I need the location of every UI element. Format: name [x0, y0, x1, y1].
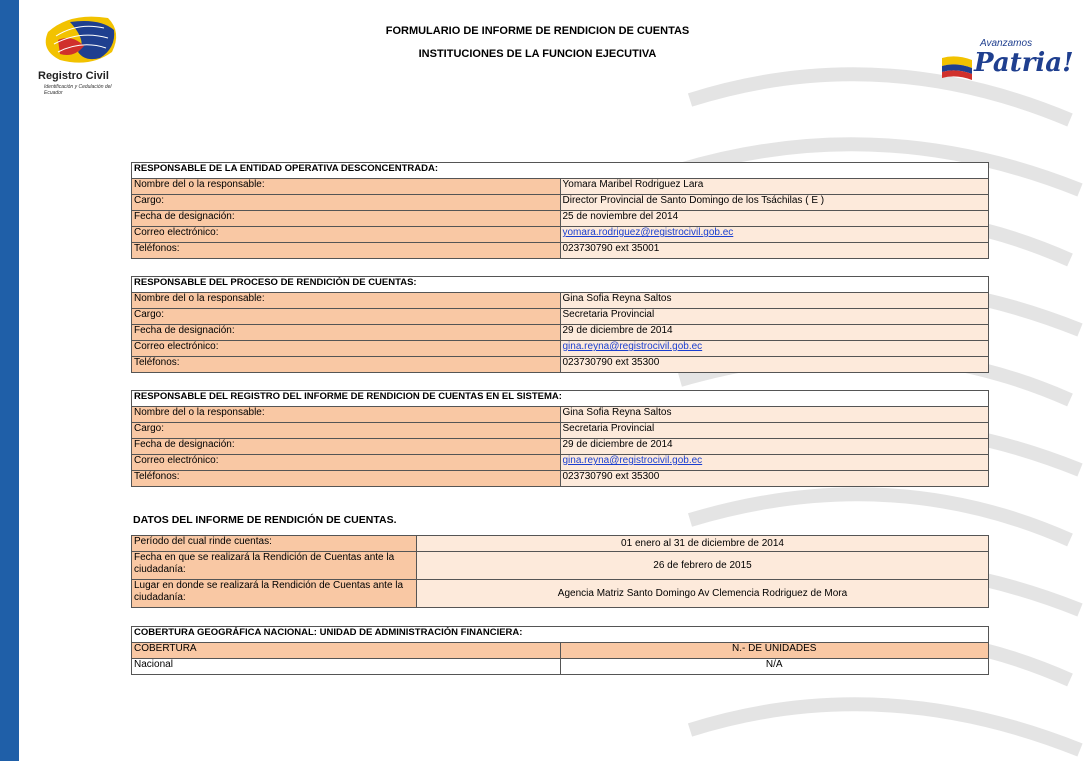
patria-wordmark: Patria!: [974, 48, 1074, 78]
row-value: Agencia Matriz Santo Domingo Av Clemencia Rodriguez de Mora: [417, 580, 989, 608]
row-label: Correo electrónico:: [132, 341, 561, 357]
row-value: 01 enero al 31 de diciembre de 2014: [417, 536, 989, 552]
logo-name: Registro Civil: [38, 70, 109, 82]
row-label: Teléfonos:: [132, 471, 561, 487]
column-header: COBERTURA: [132, 643, 561, 659]
row-label: Fecha de designación:: [132, 211, 561, 227]
row-value: Secretaria Provincial: [560, 423, 989, 439]
email-link[interactable]: gina.reyna@registrocivil.gob.ec: [562, 341, 703, 352]
table-row: [132, 423, 989, 439]
table-row: [132, 211, 989, 227]
entity-responsible-table: [131, 162, 989, 259]
row-label: Cargo:: [132, 309, 561, 325]
table-row: [132, 580, 989, 608]
table-row: [132, 243, 989, 259]
row-value: 023730790 ext 35001: [560, 243, 989, 259]
column-header: N.- DE UNIDADES: [560, 643, 989, 659]
report-data-table: [131, 535, 989, 608]
table-row: [132, 341, 989, 357]
row-value: N/A: [560, 659, 989, 675]
section-heading: RESPONSABLE DEL PROCESO DE RENDICIÓN DE CUENTAS:: [132, 277, 989, 293]
section-heading: RESPONSABLE DEL REGISTRO DEL INFORME DE RENDICION DE CUENTAS EN EL SISTEMA:: [132, 391, 989, 407]
form-title: FORMULARIO DE INFORME DE RENDICION DE CUENTAS: [385, 25, 690, 37]
email-link[interactable]: gina.reyna@registrocivil.gob.ec: [562, 455, 703, 466]
table-row: [132, 439, 989, 455]
patria-logo: [940, 36, 1074, 86]
row-label: Nombre del o la responsable:: [132, 407, 561, 423]
table-row: [132, 455, 989, 471]
row-value: 29 de diciembre de 2014: [560, 325, 989, 341]
table-row: [132, 357, 989, 373]
row-label: Nombre del o la responsable:: [132, 293, 561, 309]
table-row: [132, 552, 989, 580]
table-header-row: [132, 643, 989, 659]
table-row: [132, 293, 989, 309]
row-label: Nacional: [132, 659, 561, 675]
table-row: [132, 659, 989, 675]
table-row: [132, 309, 989, 325]
patria-tagline: Avanzamos: [980, 38, 1033, 49]
row-label: Correo electrónico:: [132, 455, 561, 471]
coverage-table: [131, 626, 989, 675]
row-label: Período del cual rinde cuentas:: [132, 536, 417, 552]
row-value: 26 de febrero de 2015: [417, 552, 989, 580]
row-value: Gina Sofia Reyna Saltos: [560, 293, 989, 309]
row-label: Fecha de designación:: [132, 325, 561, 341]
email-link[interactable]: yomara.rodriguez@registrocivil.gob.ec: [562, 227, 734, 238]
table-row: [132, 179, 989, 195]
row-value: 29 de diciembre de 2014: [560, 439, 989, 455]
row-value: 023730790 ext 35300: [560, 357, 989, 373]
table-row: [132, 227, 989, 243]
section-heading: RESPONSABLE DE LA ENTIDAD OPERATIVA DESCONCENTRADA:: [132, 163, 989, 179]
row-label: Teléfonos:: [132, 357, 561, 373]
form-subtitle: INSTITUCIONES DE LA FUNCION EJECUTIVA: [418, 48, 657, 60]
table-row: [132, 325, 989, 341]
row-value: Director Provincial de Santo Domingo de los Tsáchilas ( E ): [560, 195, 989, 211]
row-value: Yomara Maribel Rodriguez Lara: [560, 179, 989, 195]
table-row: [132, 407, 989, 423]
left-accent-bar: [0, 0, 19, 761]
row-label: Correo electrónico:: [132, 227, 561, 243]
row-label: Cargo:: [132, 195, 561, 211]
registro-civil-emblem-icon: [30, 12, 130, 72]
row-label: Fecha en que se realizará la Rendición de Cuentas ante la ciudadanía:: [132, 552, 417, 580]
row-value: 25 de noviembre del 2014: [560, 211, 989, 227]
row-value: Gina Sofia Reyna Saltos: [560, 407, 989, 423]
row-label: Nombre del o la responsable:: [132, 179, 561, 195]
row-label: Fecha de designación:: [132, 439, 561, 455]
row-label: Lugar en donde se realizará la Rendición de Cuentas ante la ciudadanía:: [132, 580, 417, 608]
table-row: [132, 471, 989, 487]
logo-subtitle: Identificación y Cedulación del Ecuador: [44, 84, 112, 96]
row-label: Teléfonos:: [132, 243, 561, 259]
row-label: Cargo:: [132, 423, 561, 439]
registry-responsible-table: [131, 390, 989, 487]
table-row: [132, 536, 989, 552]
table-row: [132, 195, 989, 211]
section-heading: COBERTURA GEOGRÁFICA NACIONAL: UNIDAD DE ADMINISTRACIÓN FINANCIERA:: [132, 627, 989, 643]
row-value: 023730790 ext 35300: [560, 471, 989, 487]
row-value: Secretaria Provincial: [560, 309, 989, 325]
process-responsible-table: [131, 276, 989, 373]
report-data-heading: DATOS DEL INFORME DE RENDICIÓN DE CUENTAS.: [133, 514, 397, 526]
